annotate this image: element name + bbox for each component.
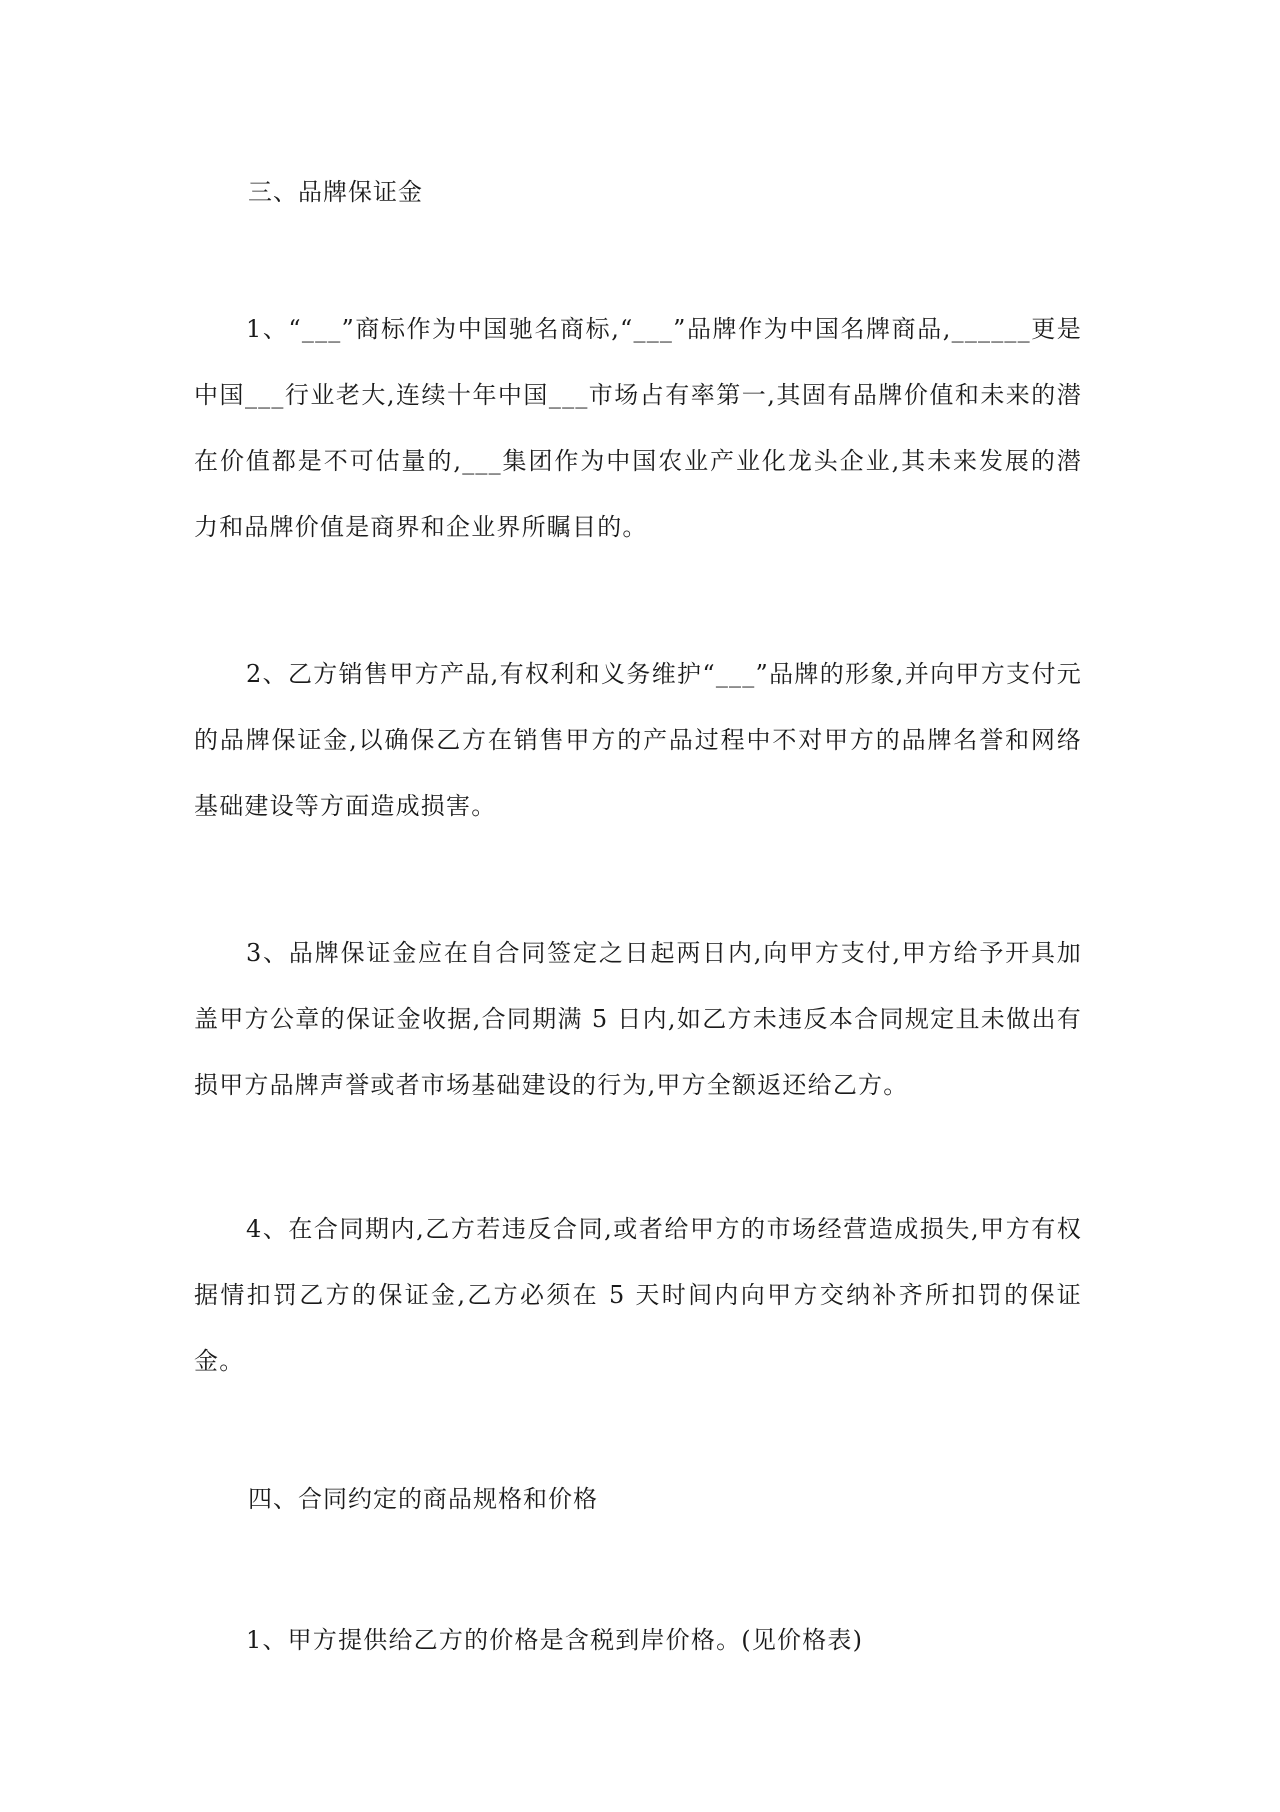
section-3-paragraph-4: 4、在合同期内,乙方若违反合同,或者给甲方的市场经营造成损失,甲方有权据情扣罚乙方的保证金,乙方必须在 5 天时间内向甲方交纳补齐所扣罚的保证金。 bbox=[194, 1215, 1082, 1375]
section-4-paragraph-1: 1、甲方提供给乙方的价格是含税到岸价格。(见价格表) bbox=[246, 1626, 864, 1654]
section-3-paragraph-2: 2、乙方销售甲方产品,有权利和义务维护“___”品牌的形象,并向甲方支付元的品牌保证金,以确保乙方在销售甲方的产品过程中不对甲方的品牌名誉和网络基础建设等方面造成损害。 bbox=[194, 660, 1082, 820]
section-4-heading: 四、合同约定的商品规格和价格 bbox=[248, 1485, 598, 1513]
section-3-paragraph-1: 1、“___”商标作为中国驰名商标,“___”品牌作为中国名牌商品,______更是中国___行业老大,连续十年中国___市场占有率第一,其固有品牌价值和未来的潜在价值都是不可估量的,___集团作为中国农业产业化龙头企业,其未来发展的潜力和品牌价值是商界和企业界所瞩目的。 bbox=[194, 315, 1082, 541]
section-3-paragraph-3: 3、品牌保证金应在自合同签定之日起两日内,向甲方支付,甲方给予开具加盖甲方公章的保证金收据,合同期满 5 日内,如乙方未违反本合同规定且未做出有损甲方品牌声誉或者市场基础建设的行为,甲方全额返还给乙方。 bbox=[194, 939, 1082, 1099]
section-3-heading: 三、品牌保证金 bbox=[248, 178, 423, 206]
